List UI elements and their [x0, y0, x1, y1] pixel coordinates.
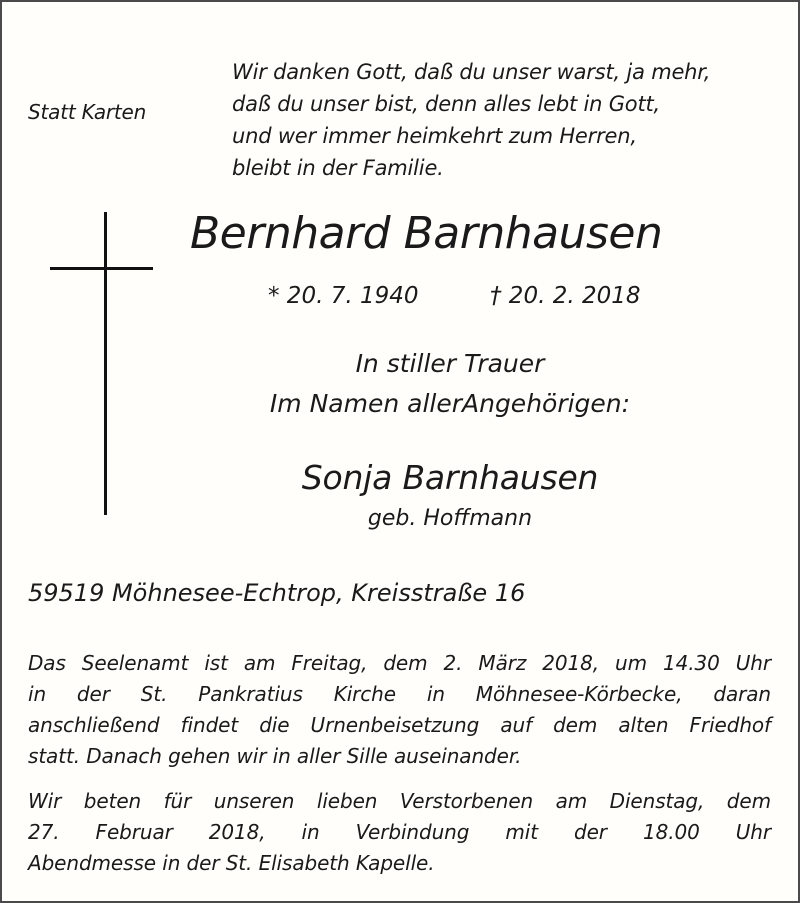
signatory-maiden-name: geb. Hoffmann: [367, 506, 533, 531]
mourning-line-1: In stiller Trauer: [355, 349, 545, 378]
paragraph-line: Das Seelenamt ist am Freitag, dem 2. März 2018, um 14.30 Uhr: [28, 651, 771, 675]
signatory-name: Sonja Barnhausen: [301, 458, 599, 497]
address: 59519 Möhnesee-Echtrop, Kreisstraße 16: [28, 579, 526, 607]
prayer-paragraph: [28, 786, 771, 879]
birth-date: * 20. 7. 1940: [268, 283, 419, 309]
service-paragraph: [28, 648, 771, 772]
deceased-name: Bernhard Barnhausen: [190, 208, 663, 259]
memorial-poem: [232, 56, 772, 184]
poem-line: bleibt in der Familie.: [232, 156, 444, 180]
paragraph-line: 27. Februar 2018, in Verbindung mit der 18.00 Uhr: [28, 820, 771, 844]
paragraph-line: in der St. Pankratius Kirche in Möhnesee-Körbecke, daran: [28, 682, 771, 706]
statt-karten-label: Statt Karten: [28, 100, 147, 124]
poem-line: Wir danken Gott, daß du unser warst, ja mehr,: [232, 60, 711, 84]
paragraph-line: anschließend findet die Urnenbeisetzung auf dem alten Friedhof: [28, 713, 771, 737]
paragraph-line: Abendmesse in der St. Elisabeth Kapelle.: [28, 851, 435, 875]
mourning-line-2: Im Namen allerAngehörigen:: [269, 389, 631, 418]
poem-line: daß du unser bist, denn alles lebt in Gott,: [232, 92, 660, 116]
cross-vertical-bar: [104, 212, 107, 515]
cross-horizontal-bar: [50, 267, 153, 270]
poem-line: und wer immer heimkehrt zum Herren,: [232, 124, 637, 148]
death-date: † 20. 2. 2018: [490, 283, 641, 309]
paragraph-line: statt. Danach gehen wir in aller Sille auseinander.: [28, 744, 522, 768]
paragraph-line: Wir beten für unseren lieben Verstorbenen am Dienstag, dem: [28, 789, 771, 813]
